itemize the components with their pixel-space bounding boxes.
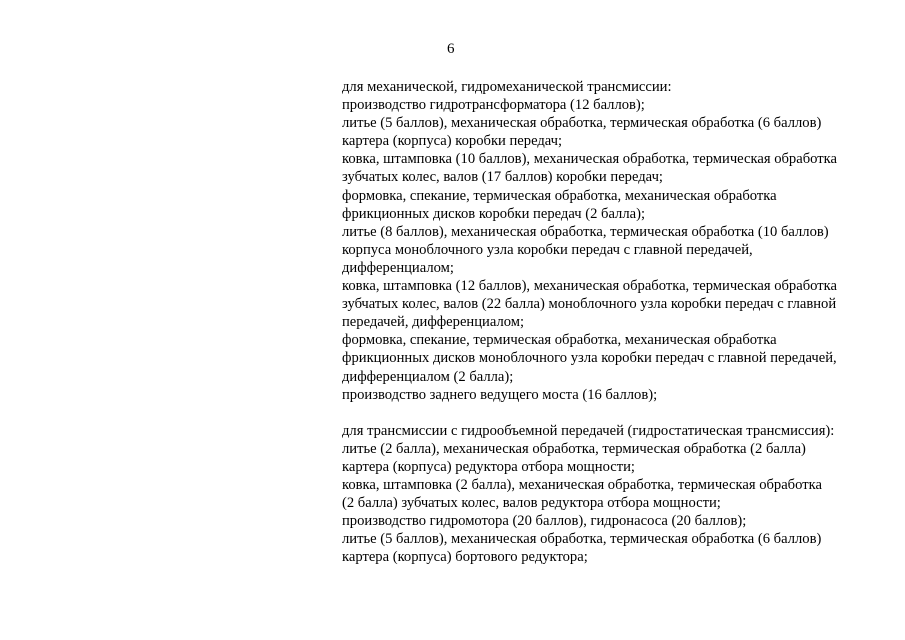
text-line: дифференциалом (2 балла); — [342, 368, 514, 385]
text-line: картера (корпуса) редуктора отбора мощности; — [342, 458, 635, 475]
text-line: для трансмиссии с гидрообъемной передачей (гидростатическая трансмиссия): — [342, 422, 835, 439]
text-line: фрикционных дисков коробки передач (2 балла); — [342, 205, 646, 222]
text-line: литье (8 баллов), механическая обработка, термическая обработка (10 баллов) — [342, 223, 829, 240]
text-line: литье (5 баллов), механическая обработка, термическая обработка (6 баллов) — [342, 115, 822, 132]
text-line: зубчатых колес, валов (22 балла) моноблочного узла коробки передач с главной — [342, 296, 837, 313]
text-line: (2 балла) зубчатых колес, валов редуктора отбора мощности; — [342, 495, 721, 512]
text-line: для механической, гидромеханической трансмиссии: — [342, 79, 672, 95]
page-number: 6 — [447, 41, 455, 57]
section-mechanical-transmission — [342, 78, 882, 404]
section-hydrostatic-transmission — [342, 422, 882, 567]
text-line: дифференциалом; — [342, 259, 454, 276]
text-line: производство заднего ведущего моста (16 баллов); — [342, 386, 658, 403]
text-line: ковка, штамповка (10 баллов), механическая обработка, термическая обработка — [342, 151, 837, 168]
text-line: формовка, спекание, термическая обработка, механическая обработка — [342, 332, 777, 349]
text-line: литье (5 баллов), механическая обработка, термическая обработка (6 баллов) — [342, 531, 822, 548]
text-line: литье (2 балла), механическая обработка, термическая обработка (2 балла) — [342, 440, 806, 457]
text-line: ковка, штамповка (2 балла), механическая обработка, термическая обработка — [342, 477, 822, 494]
paragraph-gap — [342, 404, 882, 422]
text-line: ковка, штамповка (12 баллов), механическая обработка, термическая обработка — [342, 278, 837, 295]
text-line: производство гидромотора (20 баллов), гидронасоса (20 баллов); — [342, 513, 747, 530]
document-body — [342, 78, 882, 567]
text-line: картера (корпуса) бортового редуктора; — [342, 549, 588, 566]
text-line: производство гидротрансформатора (12 баллов); — [342, 97, 645, 114]
text-line: картера (корпуса) коробки передач; — [342, 133, 563, 150]
text-line: фрикционных дисков моноблочного узла коробки передач с главной передачей, — [342, 350, 837, 367]
text-line: корпуса моноблочного узла коробки передач с главной передачей, — [342, 241, 753, 258]
text-line: формовка, спекание, термическая обработка, механическая обработка — [342, 187, 777, 204]
text-line: передачей, дифференциалом; — [342, 314, 525, 331]
text-line: зубчатых колес, валов (17 баллов) коробки передач; — [342, 169, 663, 186]
